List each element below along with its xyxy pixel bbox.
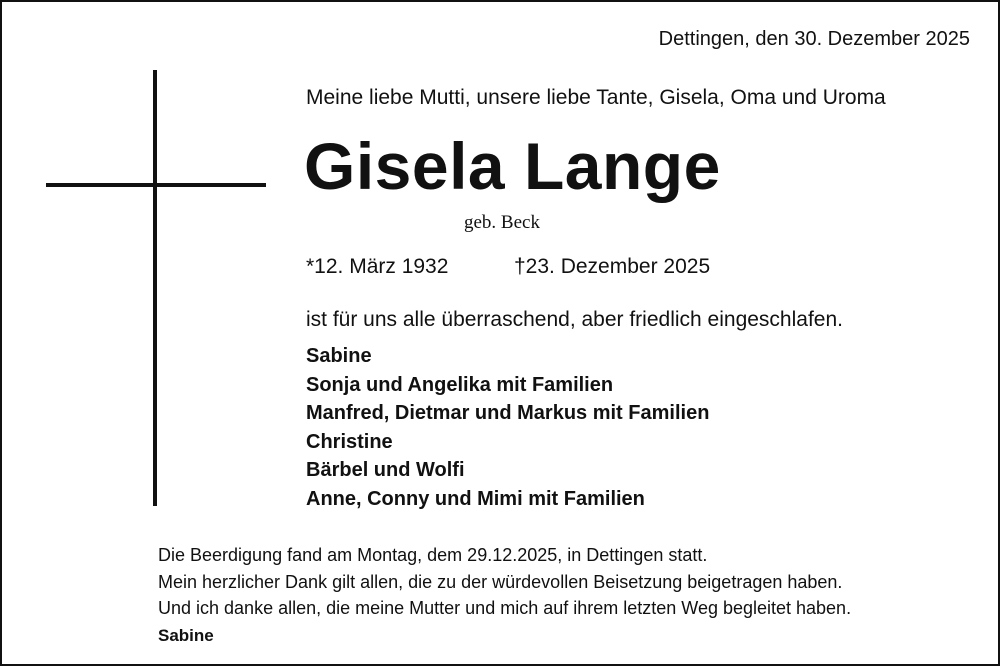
mourner-entry: Anne, Conny und Mimi mit Familien — [306, 487, 645, 510]
birth-date: *12. März 1932 — [306, 255, 449, 278]
intro-line: Meine liebe Mutti, unsere liebe Tante, Gisela, Oma und Uroma — [306, 86, 886, 109]
mourner-entry: Christine — [306, 430, 393, 453]
footer-line: Mein herzlicher Dank gilt allen, die zu der würdevollen Beisetzung beigetragen haben. — [158, 571, 843, 592]
signature: Sabine — [158, 626, 214, 645]
deceased-name: Gisela Lange — [304, 129, 721, 203]
place-date: Dettingen, den 30. Dezember 2025 — [658, 28, 970, 50]
maiden-name: geb. Beck — [464, 212, 540, 233]
cross-icon — [46, 70, 266, 506]
footer-text — [158, 542, 851, 622]
cross-vertical-bar — [153, 70, 157, 506]
statement-line: ist für uns alle überraschend, aber friedlich eingeschlafen. — [306, 308, 843, 331]
mourner-entry: Bärbel und Wolfi — [306, 459, 465, 482]
footer-line: Die Beerdigung fand am Montag, dem 29.12.2025, in Dettingen statt. — [158, 545, 708, 565]
mourner-entry: Sabine — [306, 345, 372, 367]
mourner-entry: Sonja und Angelika mit Familien — [306, 373, 614, 396]
mourner-entry: Manfred, Dietmar und Markus mit Familien — [306, 402, 710, 425]
footer-line: Und ich danke allen, die meine Mutter und mich auf ihrem letzten Weg begleitet haben. — [158, 598, 852, 618]
death-date: †23. Dezember 2025 — [514, 255, 711, 278]
cross-horizontal-bar — [46, 183, 266, 187]
mourners-list — [306, 342, 709, 514]
